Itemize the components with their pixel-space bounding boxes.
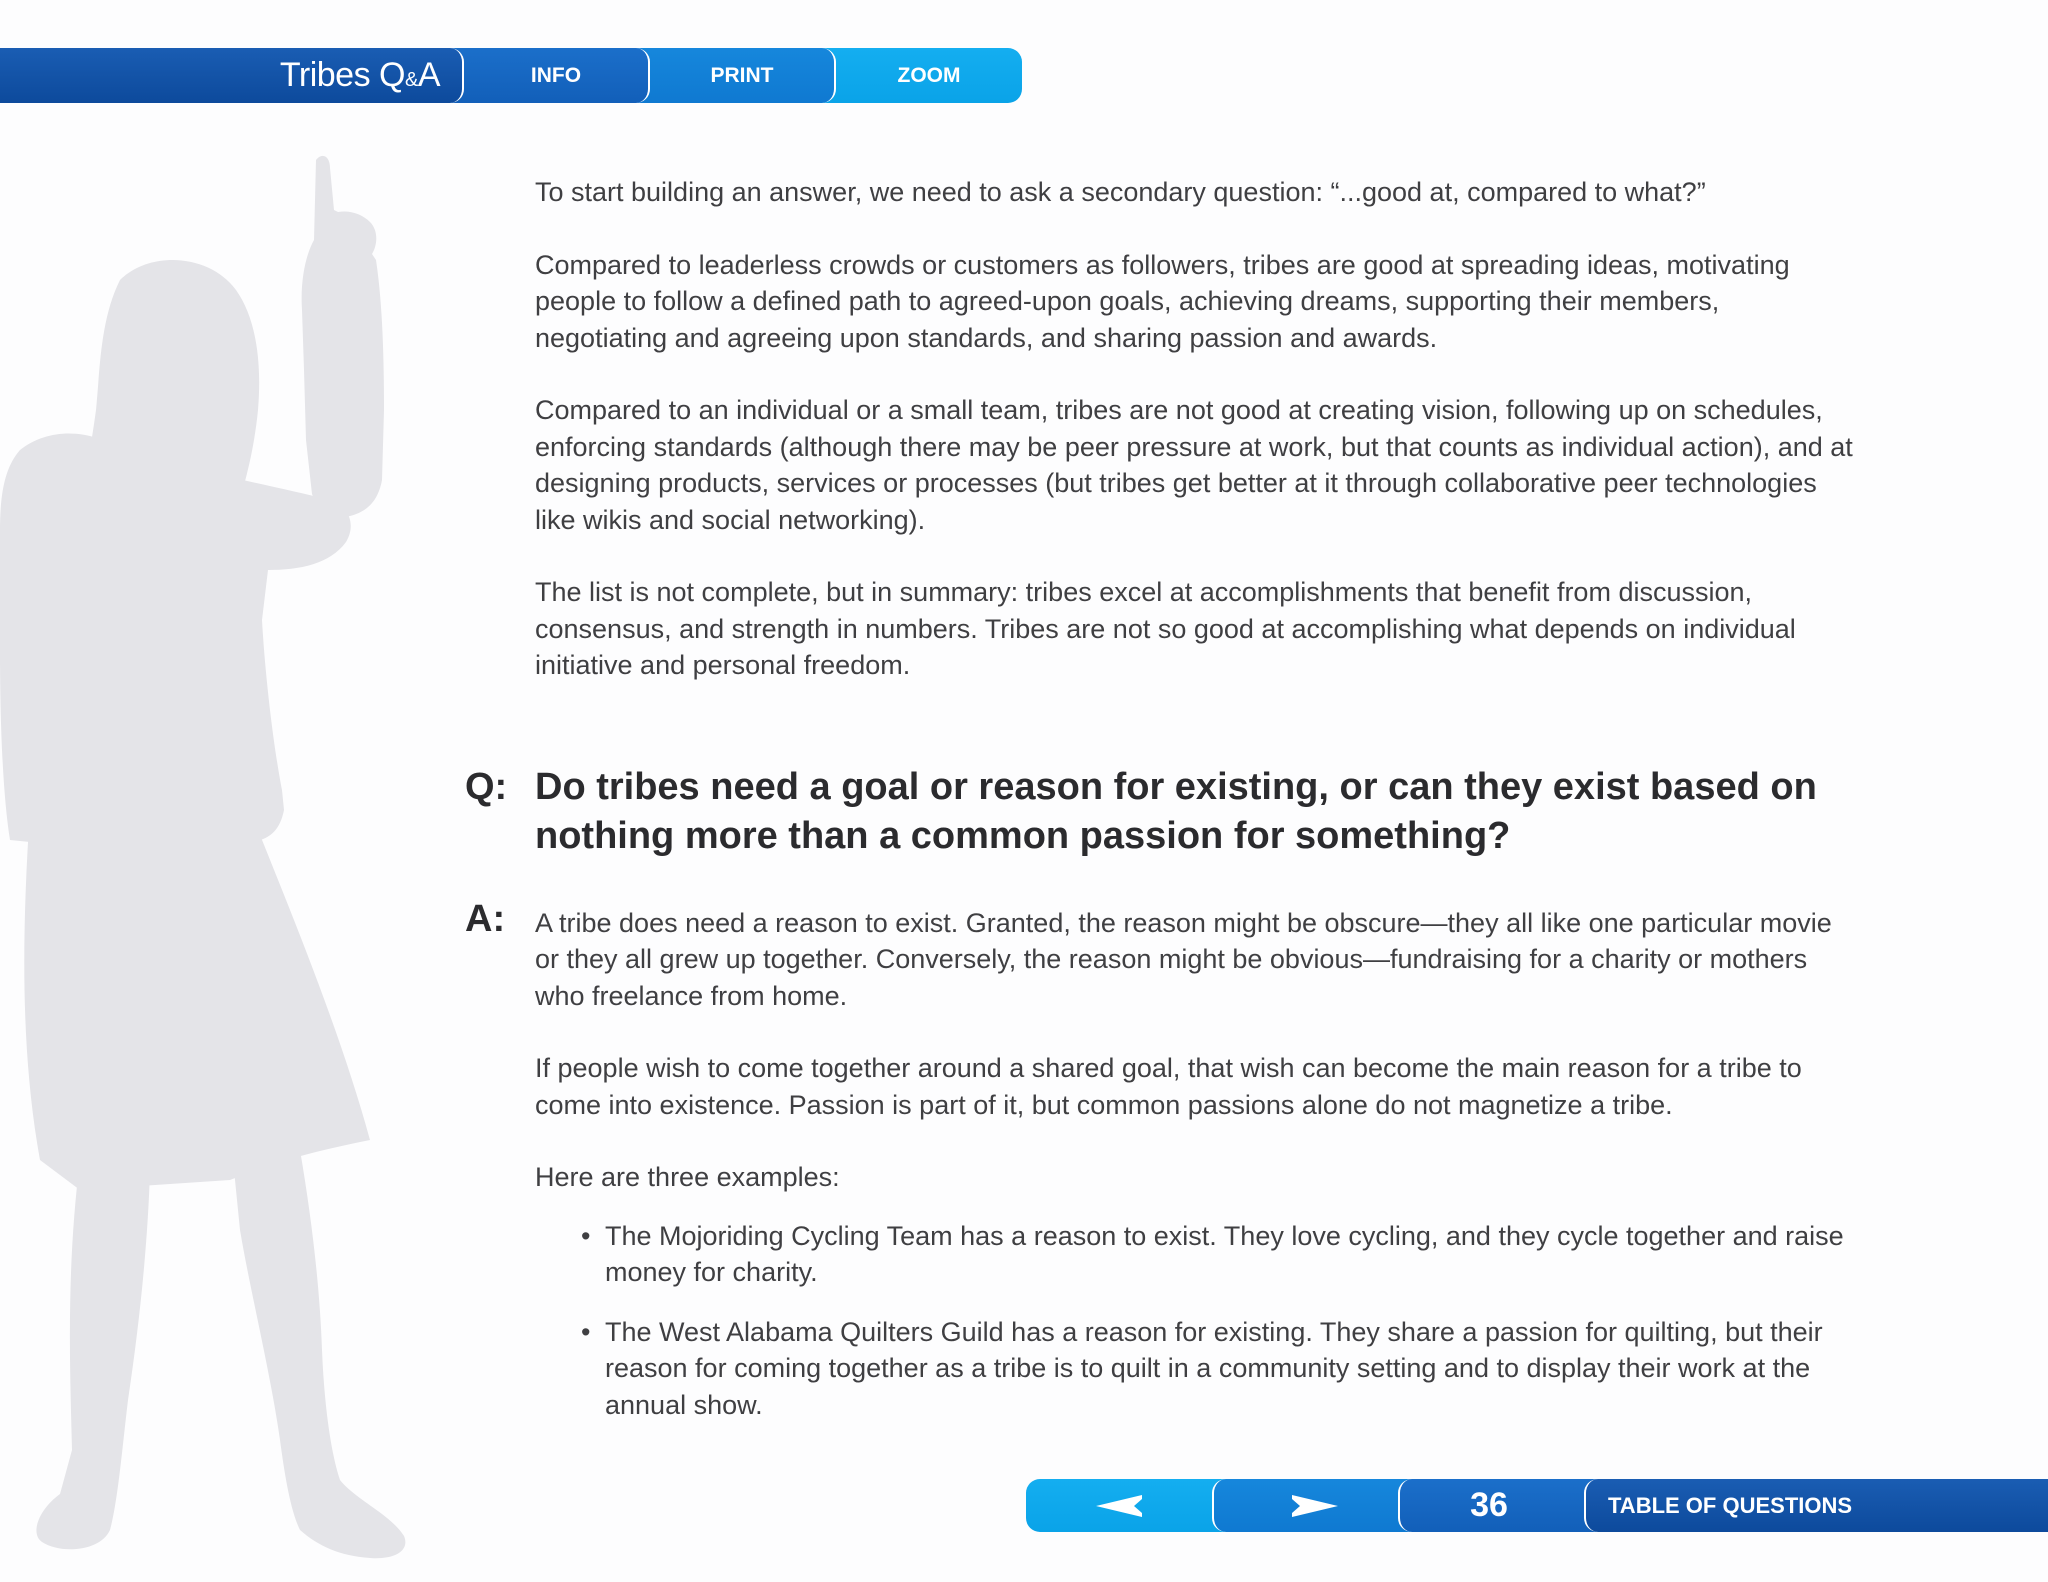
examples-list (535, 1218, 1855, 1424)
table-of-questions-button[interactable] (1584, 1479, 2048, 1532)
zoom-tab[interactable] (812, 48, 1022, 103)
page-content (465, 174, 1855, 1446)
answer-label: A: (465, 897, 506, 940)
previous-page-button[interactable] (1026, 1479, 1236, 1532)
list-item (581, 1218, 1855, 1291)
info-tab[interactable] (440, 48, 650, 103)
answer-paragraph: A tribe does need a reason to exist. Granted, the reason might be obscure—they all like one particular movie or they all grew up together. Conversely, the reason might be obvious—fundraising for a charity or mothers who freelance from home. (535, 907, 1832, 1011)
table-of-questions-label: TABLE OF QUESTIONS (1608, 1492, 1853, 1518)
list-item-text: The Mojoriding Cycling Team has a reason to exist. They love cycling, and they cycle together and raise money for charity. (605, 1220, 1844, 1287)
print-tab[interactable] (626, 48, 836, 103)
next-page-button[interactable] (1212, 1479, 1422, 1532)
arrow-left-icon (1096, 1494, 1146, 1518)
intro-paragraph: Compared to leaderless crowds or customers as followers, tribes are good at spreading ideas, motivating people to follow a defined path to agreed-upon goals, achieving dreams, supporting their members, negotiating and agreeing upon standards, and sharing passion and awards. (535, 249, 1790, 353)
page-number-text: 36 (1470, 1486, 1508, 1524)
arrow-right-icon (1288, 1494, 1338, 1518)
answer-block (465, 897, 1855, 1424)
answer-paragraph: Here are three examples: (535, 1162, 840, 1192)
intro-paragraph: The list is not complete, but in summary: tribes excel at accomplishments that benefit from discussion, consensus, and strength in numbers. Tribes are not so good at accomplishing what depends on individual initiative and personal freedom. (535, 577, 1796, 680)
bottom-navigation (1026, 1479, 2048, 1532)
zoom-tab-label: ZOOM (897, 63, 961, 87)
brand-title: Tribes Q&A (279, 56, 440, 94)
bullet-icon: • (581, 1316, 591, 1347)
page-number (1398, 1479, 1608, 1532)
title-tab[interactable] (0, 48, 464, 103)
question-block (465, 763, 1855, 861)
top-navigation (0, 48, 1022, 103)
print-tab-label: PRINT (710, 63, 774, 87)
list-item-text: The West Alabama Quilters Guild has a reason for existing. They share a passion for quilting, but their reason for coming together as a tribe is to quilt in a community setting and to display their work at the annual show. (605, 1316, 1823, 1420)
list-item (581, 1314, 1855, 1424)
question-text: Do tribes need a goal or reason for existing, or can they exist based on nothing more than a common passion for something? (535, 765, 1817, 857)
intro-paragraph: Compared to an individual or a small team, tribes are not good at creating vision, following up on schedules, enforcing standards (although there may be peer pressure at work, but that counts as individual action), and at designing products, services or processes (but tribes get better at it through collaborative peer technologies like wikis and social networking). (535, 395, 1853, 535)
question-label: Q: (465, 765, 508, 808)
bullet-icon: • (581, 1220, 591, 1251)
answer-paragraph: If people wish to come together around a shared goal, that wish can become the main reason for a tribe to come into existence. Passion is part of it, but common passions alone do not magnetize a tribe. (535, 1053, 1802, 1120)
intro-paragraph: To start building an answer, we need to ask a secondary question: “...good at, compared to what?” (535, 177, 1706, 207)
info-tab-label: INFO (530, 63, 582, 87)
woman-pointing-silhouette (0, 150, 430, 1570)
